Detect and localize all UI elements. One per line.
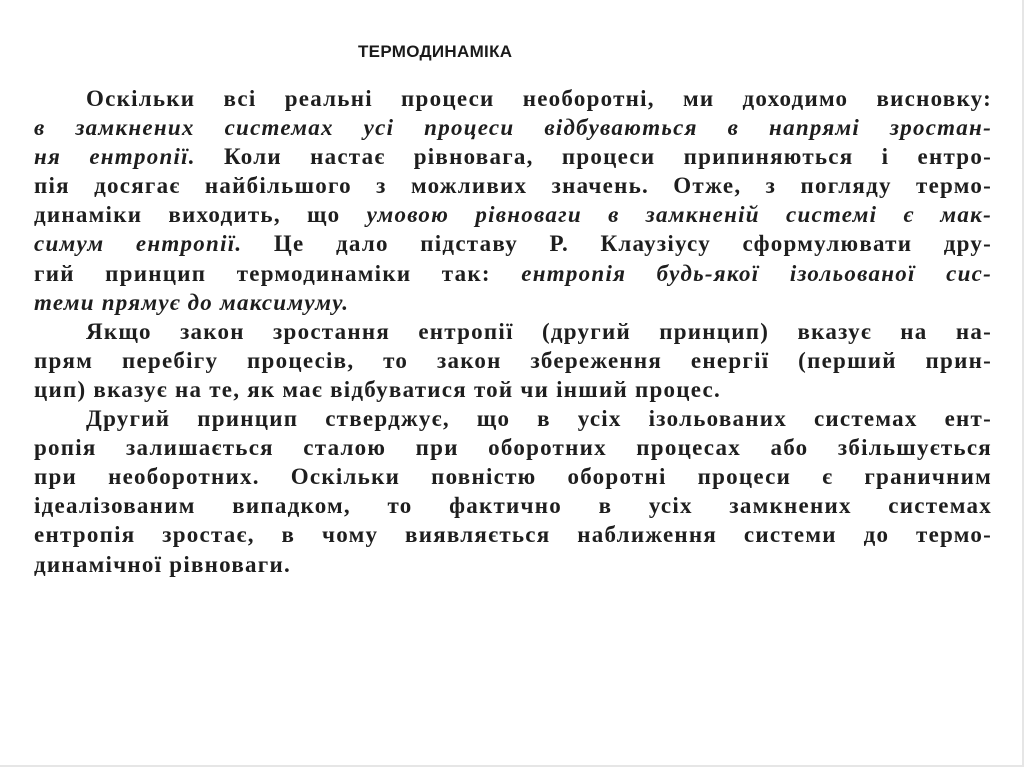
text-run: ідеалізованим випадком, то фактично в усіх замкнених системах [34, 493, 992, 519]
text-line [34, 520, 992, 549]
text-line [34, 84, 992, 113]
text-line [34, 462, 992, 491]
paragraph [34, 84, 992, 317]
text-line [34, 346, 992, 375]
text-line [34, 113, 992, 142]
paragraph [34, 404, 992, 579]
text-run: Коли настає рівновага, процеси припиняються і ентро- [195, 144, 992, 170]
text-line [34, 288, 992, 317]
paragraph [34, 317, 992, 404]
text-run: при необоротних. Оскільки повністю оборотні процеси є граничним [34, 464, 992, 490]
text-line [34, 375, 992, 404]
text-line [34, 317, 992, 346]
emphasis-text: в замкнених системах усі процеси відбуваються в напрямі зростан- [34, 115, 992, 141]
text-run: ентропія зростає, в чому виявляється наближення системи до термо- [34, 522, 992, 548]
text-run: Другий принцип стверджує, що в усіх ізольованих системах ент- [86, 406, 992, 432]
slide-body-text [34, 84, 992, 579]
text-line [34, 550, 992, 579]
text-run: Якщо закон зростання ентропії (другий принцип) вказує на на- [86, 318, 992, 344]
text-line [34, 259, 992, 288]
text-run: пія досягає найбільшого з можливих значень. Отже, з погляду термо- [34, 173, 992, 199]
text-run: цип) вказує на те, як має відбуватися той чи інший процес. [34, 376, 721, 402]
text-run: Це дало підставу Р. Клаузіусу сформулювати дру- [242, 231, 993, 257]
text-run: гий принцип термодинаміки так: [34, 260, 522, 286]
slide-title: ТЕРМОДИНАМІКА [358, 42, 513, 61]
emphasis-text: теми прямує до максимуму. [34, 289, 350, 315]
text-line [34, 200, 992, 229]
text-line [34, 142, 992, 171]
text-run: динамічної рівноваги. [34, 551, 291, 577]
text-run: прям перебігу процесів, то закон збереження енергії (перший прин- [34, 347, 992, 373]
text-line [34, 491, 992, 520]
text-run: ропія залишається сталою при оборотних процесах або збільшується [34, 435, 992, 461]
text-line [34, 229, 992, 258]
emphasis-text: ня ентропії. [34, 144, 196, 170]
emphasis-text: ентропія будь-якої ізольованої сис- [521, 260, 992, 286]
text-line [34, 433, 992, 462]
text-line [34, 171, 992, 200]
emphasis-text: симум ентропії. [34, 231, 243, 257]
text-line [34, 404, 992, 433]
emphasis-text: умовою рівноваги в замкненій системі є мак- [366, 202, 992, 228]
text-run: динаміки виходить, що [34, 202, 367, 228]
text-run: Оскільки всі реальні процеси необоротні, ми доходимо висновку: [86, 86, 992, 111]
